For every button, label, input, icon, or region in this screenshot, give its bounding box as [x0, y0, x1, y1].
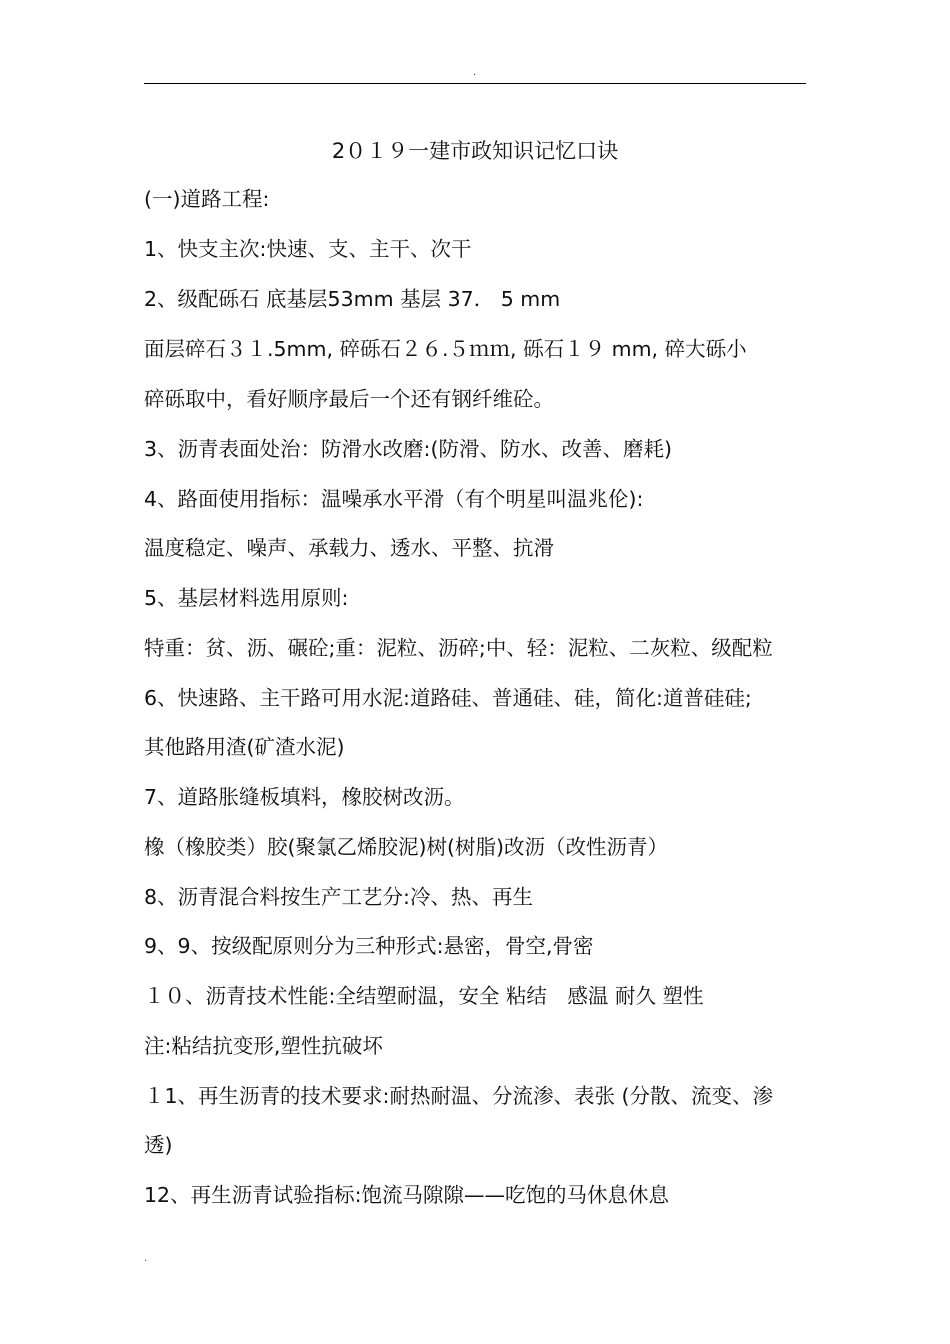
text-line: 2、级配砾石 底基层53mm 基层 37． 5 mm	[144, 287, 561, 311]
text-line: 5、基层材料选用原则:	[144, 586, 349, 610]
text-line: １０、沥青技术性能:全结塑耐温，安全 粘结 感温 耐久 塑性	[144, 984, 704, 1008]
footer-mark: .	[144, 1253, 148, 1264]
text-line: 7、道路胀缝板填料，橡胶树改沥。	[144, 785, 465, 809]
text-line: 4、路面使用指标：温噪承水平滑（有个明星叫温兆伦):	[144, 487, 644, 511]
text-line: 6、快速路、主干路可用水泥:道路硅、普通硅、硅，简化:道普硅硅;	[144, 686, 752, 710]
text-line: 8、沥青混合料按生产工艺分:冷、热、再生	[144, 885, 533, 909]
header-mark: .	[473, 67, 477, 78]
document-title: 2０１９一建市政知识记忆口诀	[331, 139, 619, 163]
text-line: 12、再生沥青试验指标:饱流马隙隙——吃饱的马休息休息	[144, 1183, 669, 1207]
text-line: 9、9、按级配原则分为三种形式:悬密，骨空,骨密	[144, 934, 594, 958]
text-line: 碎砾取中，看好顺序最后一个还有钢纤维砼。	[144, 387, 554, 411]
text-line: 特重：贫、沥、碾砼;重：泥粒、沥碎;中、轻：泥粒、二灰粒、级配粒	[144, 636, 773, 660]
header-rule	[144, 83, 806, 84]
text-line: 3、沥青表面处治：防滑水改磨:(防滑、防水、改善、磨耗)	[144, 437, 672, 461]
section-heading-road-engineering: (一)道路工程:	[144, 187, 270, 211]
text-line: 温度稳定、噪声、承载力、透水、平整、抗滑	[144, 536, 554, 560]
text-line: １1、再生沥青的技术要求:耐热耐温、分流渗、表张 (分散、流变、渗	[144, 1084, 773, 1108]
text-line: 透)	[144, 1133, 173, 1157]
text-line: 橡（橡胶类）胶(聚氯乙烯胶泥)树(树脂)改沥（改性沥青）	[144, 835, 668, 859]
text-line: 其他路用渣(矿渣水泥)	[144, 735, 345, 759]
text-line: 1、快支主次:快速、支、主干、次干	[144, 237, 472, 261]
text-line: 面层碎石３１.5mm, 碎砾石２６.５ｍｍ, 砾石１９ mm, 碎大砾小	[144, 337, 747, 361]
text-line: 注:粘结抗变形,塑性抗破坏	[144, 1034, 383, 1058]
